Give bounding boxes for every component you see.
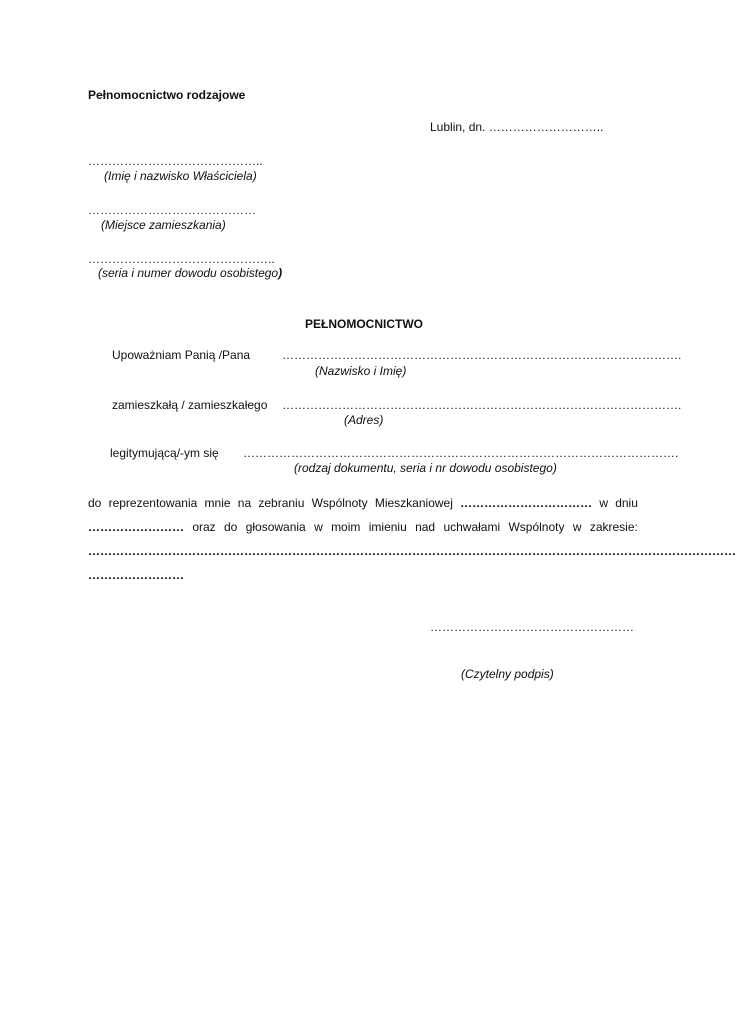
owner-residence-caption: (Miejsce zamieszkania) [101, 218, 226, 232]
body-word: moim [331, 520, 361, 534]
body-word: w [599, 496, 608, 510]
id-doc-dotted-line: ………………………………………………………………………………………………. [243, 446, 679, 460]
body-word: reprezentowania [108, 496, 198, 510]
meeting-name-blank: …………………………… [460, 496, 593, 510]
authorize-dotted-line: ………………………………………………………………………………………. [282, 348, 682, 362]
body-word: mnie [204, 496, 231, 510]
body-word: dniu [615, 496, 638, 510]
body-word: do [224, 520, 238, 534]
address-caption: (Adres) [344, 413, 384, 427]
body-word: głosowania [245, 520, 306, 534]
address-label: zamieszkałą / zamieszkałego [112, 398, 268, 412]
scope-blank-line-end: …………………… [88, 568, 184, 582]
body-word: Wspólnoty [311, 496, 368, 510]
body-word: zakresie: [589, 520, 638, 534]
id-doc-label: legitymującą/-ym się [110, 446, 219, 460]
owner-id-caption-wrap [98, 266, 282, 280]
owner-name-line: …………………………………….. [88, 154, 263, 168]
body-word: oraz [192, 520, 216, 534]
signature-line: …………………………………………… [430, 620, 634, 634]
body-word: uchwałami [443, 520, 501, 534]
document-type-title: Pełnomocnictwo rodzajowe [88, 88, 246, 102]
body-paragraph [88, 496, 736, 582]
body-word: w [314, 520, 323, 534]
address-dotted-line: ………………………………………………………………………………………. [282, 398, 682, 412]
body-word: w [572, 520, 582, 534]
body-word: na [237, 496, 252, 510]
body-line-1 [88, 496, 638, 510]
scope-blank-line: ……………………………………………………………………………………………………………………………………………… [88, 544, 736, 558]
body-word: Wspólnoty [508, 520, 565, 534]
body-word: do [88, 496, 102, 510]
owner-id-caption-close: ) [278, 266, 283, 280]
meeting-date-blank: …………………… [88, 520, 184, 534]
owner-name-caption: (Imię i nazwisko Właściciela) [104, 169, 257, 183]
owner-residence-line: …………………………………… [88, 203, 256, 217]
body-line-2 [88, 520, 638, 534]
body-word: Mieszkaniowej [374, 496, 453, 510]
owner-id-caption: (seria i numer dowodu osobistego [98, 266, 279, 280]
body-word: zebraniu [258, 496, 305, 510]
page-title: PEŁNOMOCNICTWO [305, 317, 423, 331]
body-word: nad [415, 520, 436, 534]
signature-caption: (Czytelny podpis) [461, 667, 554, 681]
body-word: imieniu [368, 520, 407, 534]
authorize-label: Upoważniam Panią /Pana [112, 348, 251, 362]
id-doc-caption: (rodzaj dokumentu, seria i nr dowodu osobistego) [294, 461, 557, 475]
owner-id-line: ……………………………………….. [88, 252, 275, 266]
place-and-date: Lublin, dn. ……………………….. [430, 120, 604, 134]
authorize-caption: (Nazwisko i Imię) [315, 364, 407, 378]
